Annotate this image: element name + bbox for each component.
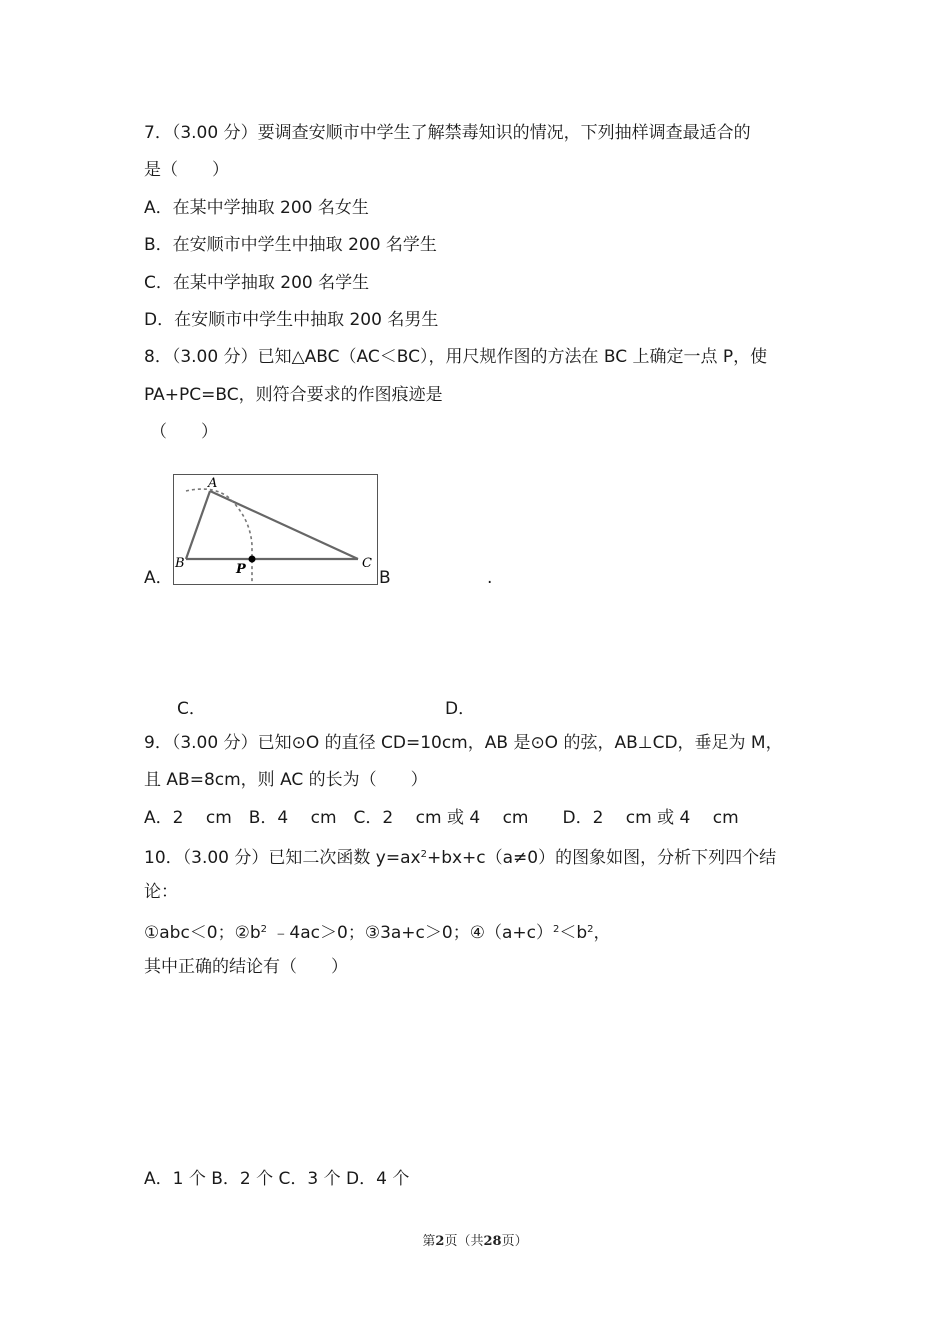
q7-stem-line2: 是（ ） xyxy=(144,160,229,180)
footer-prefix: 第 xyxy=(422,1234,436,1249)
footer-suffix: 页） xyxy=(501,1234,528,1249)
footer-mid: 页（共 xyxy=(444,1234,484,1249)
q8-option-d-label: D． xyxy=(445,699,476,719)
q10-stem-line4: 其中正确的结论有（ ） xyxy=(144,957,348,977)
q10-conclusion-part4: ， xyxy=(593,923,611,943)
footer-total-pages: 28 xyxy=(483,1234,502,1249)
q9-stem-line1: 9．（3.00 分）已知⊙O 的直径 CD=10cm，AB 是⊙O 的弦，AB⊥CD，垂足为 M， xyxy=(144,733,783,753)
q8-option-b-label: B xyxy=(379,568,391,588)
q8-option-a-figure xyxy=(173,474,378,585)
q10-sup4: 2 xyxy=(587,924,594,935)
q10-stem-part1: 10．（3.00 分）已知二次函数 y=ax xyxy=(144,848,421,868)
q8-dot: . xyxy=(487,568,493,588)
q10-options: A．1 个 B．2 个 C．3 个 D．4 个 xyxy=(144,1169,410,1189)
q10-stem-part2: +bx+c（a≠0）的图象如图，分析下列四个结 xyxy=(426,848,777,868)
q9-options: A．2 cm B．4 cm C．2 cm 或 4 cm D．2 cm 或 4 cm xyxy=(144,808,739,828)
q10-conclusion-part3: ＜b xyxy=(559,923,588,943)
q10-conclusion-part2: ﹣4ac＞0；③3a+c＞0；④（a+c） xyxy=(267,923,553,943)
q10-stem-line1 xyxy=(144,844,776,869)
q10-conclusions xyxy=(144,919,611,944)
q8-stem-line1: 8．（3.00 分）已知△ABC（AC＜BC），用尺规作图的方法在 BC 上确定一点 P，使 xyxy=(144,347,768,367)
q8-option-c-label: C． xyxy=(177,699,206,719)
triangle-construction-diagram xyxy=(174,475,377,584)
q9-stem-line2: 且 AB=8cm，则 AC 的长为（ ） xyxy=(144,770,428,790)
side-ab xyxy=(186,491,210,559)
page-footer xyxy=(0,1230,950,1249)
q8-stem-line2: PA+PC=BC，则符合要求的作图痕迹是 xyxy=(144,385,443,405)
q10-sup3: 2 xyxy=(552,924,560,935)
q8-stem-line3: （ ） xyxy=(150,422,218,442)
q10-conclusion-part1: ①abc＜0；②b xyxy=(144,923,261,943)
label-a: A xyxy=(208,476,218,491)
q10-stem-line2: 论： xyxy=(144,882,178,902)
q7-option-c: C．在某中学抽取 200 名学生 xyxy=(144,273,370,293)
label-c: C xyxy=(362,556,372,571)
q7-option-a: A．在某中学抽取 200 名女生 xyxy=(144,198,369,218)
q8-option-a-label: A． xyxy=(144,568,173,588)
point-p-dot xyxy=(249,556,256,563)
label-p: P xyxy=(236,562,246,577)
q7-option-b: B．在安顺市中学生中抽取 200 名学生 xyxy=(144,235,437,255)
q10-sup1: 2 xyxy=(420,849,427,860)
label-b: B xyxy=(175,556,185,571)
footer-page-number: 2 xyxy=(435,1234,445,1249)
q10-sup2: 2 xyxy=(260,924,268,935)
q7-option-d: D．在安顺市中学生中抽取 200 名男生 xyxy=(144,310,439,330)
q7-stem-line1: 7．（3.00 分）要调查安顺市中学生了解禁毒知识的情况，下列抽样调查最适合的 xyxy=(144,123,751,143)
